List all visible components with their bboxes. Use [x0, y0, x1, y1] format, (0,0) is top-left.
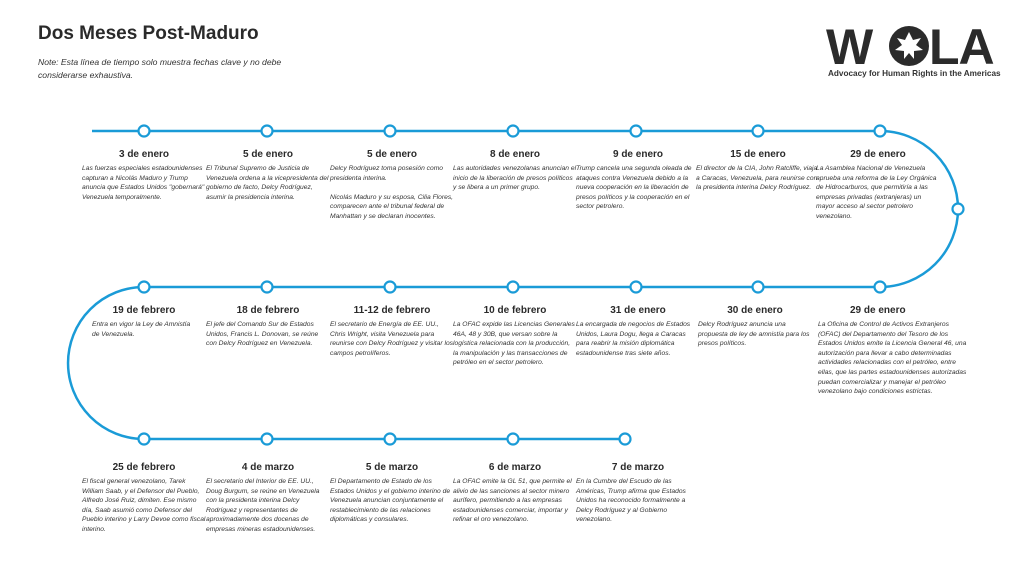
logo-tagline: Advocacy for Human Rights in the Americas [828, 69, 1001, 78]
event-item [816, 149, 940, 222]
event-item [82, 462, 206, 535]
timeline-node [620, 434, 631, 445]
event-item [698, 305, 812, 349]
event-text: El director de la CIA, John Ratcliffe, viaja a Caracas, Venezuela, para reunirse con la presidenta interina Delcy Rodríguez. [696, 165, 818, 192]
event-item [82, 149, 206, 202]
timeline-node [508, 126, 519, 137]
svg-text:W: W [826, 20, 873, 75]
event-item [818, 305, 968, 397]
event-text: Entra en vigor la Ley de Amnistía de Venezuela. [92, 321, 191, 338]
timeline-node [753, 126, 764, 137]
timeline-node [875, 282, 886, 293]
event-date: 29 de enero [850, 149, 906, 160]
event-text: Trump cancela una segunda oleada de ataques contra Venezuela debido a la nueva cooperación en la liberación de presos políticos y la cooperación en el sector petrolero. [576, 165, 692, 211]
event-text: La Asamblea Nacional de Venezuela aprueba una reforma de la Ley Orgánica de Hidrocarburos, que permitiría a las empresas privadas (extranjeras) un mayor acceso al sector petrolero venezolano. [816, 165, 937, 220]
event-text: En la Cumbre del Escudo de las Américas, Trump afirma que Estados Unidos ha reconocido formalmente a Delcy Rodríguez y al Gobierno venezolano. [576, 478, 686, 524]
event-date: 7 de marzo [611, 462, 665, 473]
timeline-node [385, 434, 396, 445]
timeline-node [262, 434, 273, 445]
event-item [453, 305, 577, 368]
timeline-node [139, 282, 150, 293]
timeline-node [631, 126, 642, 137]
timeline-node [631, 282, 642, 293]
event-text: La OFAC emite la GL 51, que permite el alivio de las sanciones al sector minero aurífero, permitiendo a las empresas estadounidenses comerciar, importar y refinar el oro venezolano. [453, 478, 572, 524]
event-date: 15 de enero [730, 149, 786, 160]
event-item [330, 305, 454, 358]
event-item [206, 462, 330, 535]
timeline-node [875, 126, 886, 137]
event-date: 19 de febrero [112, 305, 176, 316]
timeline-node [385, 126, 396, 137]
event-item [453, 149, 577, 193]
event-date: 8 de enero [489, 149, 541, 160]
timeline-node [953, 204, 964, 215]
event-text: Delcy Rodríguez toma posesión como presidenta interina. Nicolás Maduro y su esposa, Cilia Flores, comparecen ante el tribunal federal de Manhattan y se declaran inocentes. [330, 165, 454, 220]
event-item [453, 462, 577, 525]
event-date: 18 de febrero [236, 305, 300, 316]
event-date: 5 de enero [366, 149, 418, 160]
event-date: 3 de enero [118, 149, 170, 160]
event-text: Las fuerzas especiales estadounidenses capturan a Nicolás Maduro y Trump anuncia que Estados Unidos "gobernará" Venezuela temporalmente. [82, 165, 205, 201]
event-item [92, 305, 196, 339]
event-date: 29 de enero [850, 305, 906, 316]
svg-text:LA: LA [929, 20, 994, 75]
timeline-node [139, 126, 150, 137]
timeline-node [508, 434, 519, 445]
event-item [576, 149, 700, 212]
event-item [206, 149, 330, 202]
event-date: 11-12 de febrero [353, 305, 431, 316]
event-date: 25 de febrero [112, 462, 176, 473]
event-text: El secretario del Interior de EE. UU., Doug Burgum, se reúne en Venezuela con la presidenta interina Delcy Rodríguez y representantes de aproximadamente dos docenas de empresas mineras estadounidenses. [206, 478, 320, 533]
event-date: 4 de marzo [241, 462, 295, 473]
timeline-node [262, 126, 273, 137]
event-date: 6 de marzo [488, 462, 542, 473]
event-item [576, 305, 700, 358]
disclaimer-note: Note: Esta línea de tiempo solo muestra fechas clave y no debe considerarse exhaustiva. [38, 57, 282, 80]
timeline-node [385, 282, 396, 293]
event-text: El fiscal general venezolano, Tarek William Saab, y el Defensor del Pueblo, Alfredo José Ruiz, dimiten. Ese mismo día, Saab asumió como Defensor del Pueblo interino y Larry Devoe como fiscal interino. [82, 478, 206, 533]
event-text: El Tribunal Supremo de Justicia de Venezuela ordena a la vicepresidenta del gobierno de facto, Delcy Rodríguez, asumir la presidencia interina. [206, 165, 329, 201]
event-text: El Departamento de Estado de los Estados Unidos y el gobierno interino de Venezuela anuncian conjuntamente el restablecimiento de las relaciones diplomáticas y consulares. [330, 478, 451, 524]
event-text: La OFAC expide las Licencias Generales 46A, 48 y 30B, que versan sobre la logística relacionada con la producción, la manipulación y las transacciones de petróleo en el sector petrolero. [453, 321, 575, 367]
event-item [330, 462, 454, 525]
event-date: 31 de enero [610, 305, 666, 316]
timeline-node [139, 434, 150, 445]
event-item [576, 462, 700, 525]
page-title: Dos Meses Post-Maduro [38, 23, 259, 44]
timeline-node [508, 282, 519, 293]
event-text: La Oficina de Control de Activos Extranjeros (OFAC) del Departamento del Tesoro de los Estados Unidos emite la Licencia General 46, una autorización para llevar a cabo determinadas actividades relacionadas con el petróleo, entre ellas, que las partes estadounidenses autorizadas puedan comercializar y manejar el petróleo venezolano bajo condiciones estrictas. [818, 321, 967, 396]
event-text: El jefe del Comando Sur de Estados Unidos, Francis L. Donovan, se reúne con Delcy Rodríguez en Venezuela. [206, 321, 319, 348]
event-item [330, 149, 454, 222]
event-text: El secretario de Energía de EE. UU., Chris Wright, visita Venezuela para reunirse con Delcy Rodríguez y visitar los campos petrolíferos. [330, 321, 454, 357]
event-item [206, 305, 330, 349]
event-text: Delcy Rodríguez anuncia una propuesta de ley de amnistía para los presos políticos. [698, 321, 810, 348]
event-date: 5 de enero [242, 149, 294, 160]
timeline-node [753, 282, 764, 293]
event-date: 10 de febrero [483, 305, 547, 316]
event-text: Las autoridades venezolanas anuncian el inicio de la liberación de presos políticos y se libera a un primer grupo. [453, 165, 577, 192]
event-date: 30 de enero [727, 305, 783, 316]
event-date: 5 de marzo [365, 462, 419, 473]
event-item [696, 149, 820, 193]
timeline-node [262, 282, 273, 293]
event-text: La encargada de negocios de Estados Unidos, Laura Dogu, llega a Caracas para reabrir la misión diplomática estadounidense tras siete años. [576, 321, 691, 357]
event-date: 9 de enero [612, 149, 664, 160]
